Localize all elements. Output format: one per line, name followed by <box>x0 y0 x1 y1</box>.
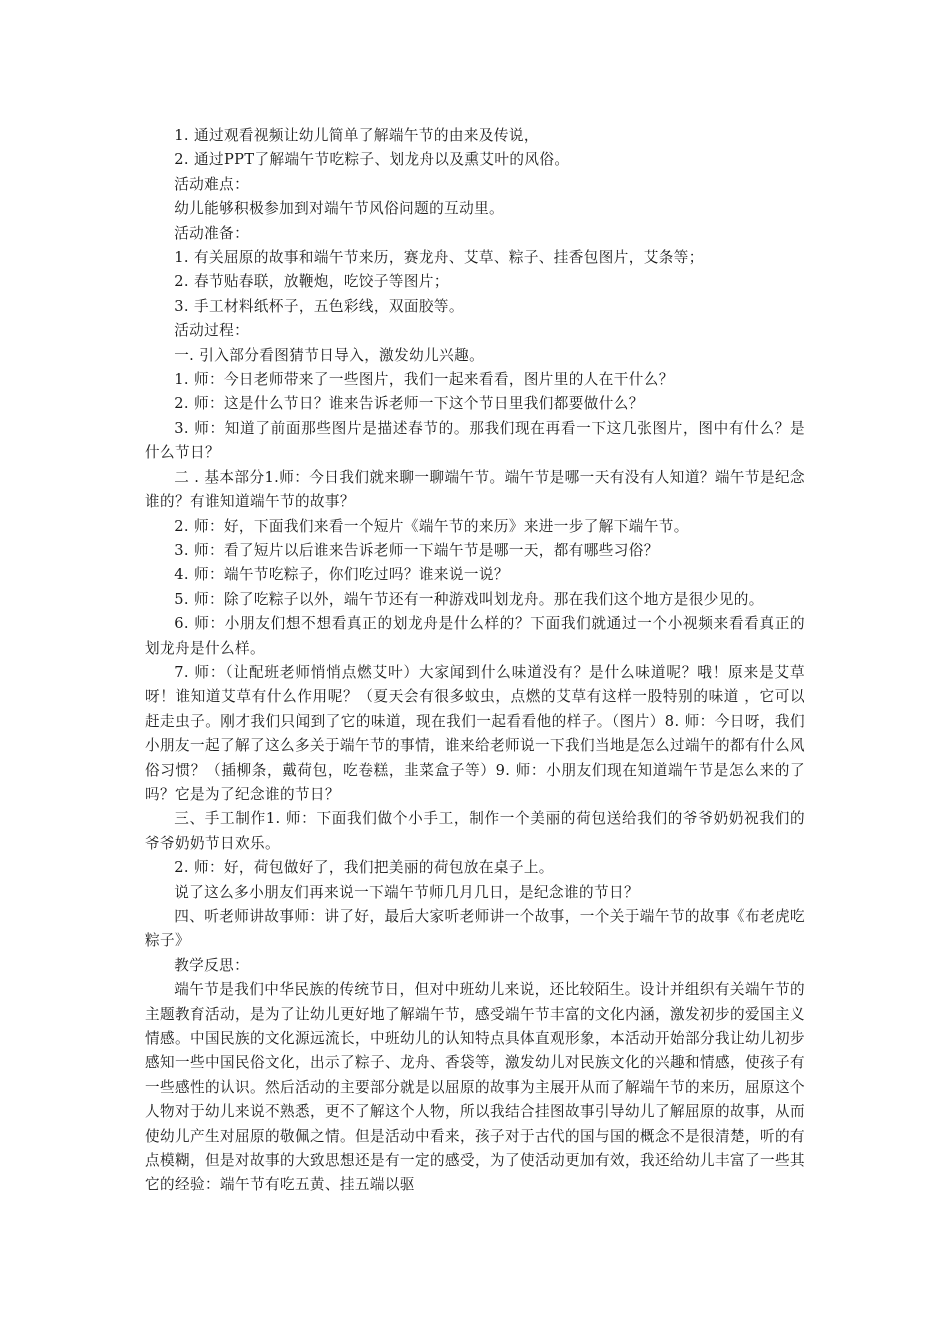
section-heading: 活动过程： <box>174 322 250 340</box>
text-paragraph: 5. 师：除了吃粽子以外，端午节还有一种游戏叫划龙舟。那在我们这个地方是很少见的。 <box>174 590 764 608</box>
text-paragraph: 4. 师：端午节吃粽子，你们吃过吗？谁来说一说？ <box>174 566 509 584</box>
text-paragraph: 1. 通过观看视频让幼儿简单了解端午节的由来及传说， <box>174 127 539 144</box>
text-paragraph: 2. 师：这是什么节日？谁来告诉老师一下这个节日里我们都要做什么？ <box>174 395 644 413</box>
text-paragraph: 说了这么多小朋友们再来说一下端午节师几月几日，是纪念谁的节日？ <box>174 883 639 901</box>
text-paragraph: 四、听老师讲故事师：讲了好，最后大家听老师讲一个故事，一个关于端午节的故事《布老虎吃粽子》 <box>145 908 805 950</box>
text-paragraph: 2. 通过PPT了解端午节吃粽子、划龙舟以及熏艾叶的风俗。 <box>174 151 570 169</box>
text-paragraph: 7. 师：（让配班老师悄悄点燃艾叶）大家闻到什么味道没有？是什么味道呢？哦！原来是艾草呀！谁知道艾草有什么作用呢？（夏天会有很多蚊虫，点燃的艾草有这样一股特别的味道 ，它可以赶走虫子。刚才我们只闻到了它的味道，现在我们一起看看他的样子。（图片）8. 师：今日呀，我们小朋友一起了解了这么多关于端午节的事情，谁来给老师说一下我们当地是怎么过端午的都有什么风俗习惯？（插柳条，戴荷包，吃卷糕，韭菜盒子等）9. 师：小朋友们现在知道端午节是怎么来的了吗？它是为了纪念谁的节日？ <box>145 663 805 803</box>
section-heading: 教学反思： <box>174 956 250 974</box>
text-paragraph: 1. 师：今日老师带来了一些图片，我们一起来看看，图片里的人在干什么？ <box>174 371 674 389</box>
text-paragraph: 三、手工制作1. 师：下面我们做个小手工，制作一个美丽的荷包送给我们的爷爷奶奶祝我们的爷爷奶奶节日欢乐。 <box>145 810 805 852</box>
text-paragraph: 3. 师：看了短片以后谁来告诉老师一下端午节是哪一天，都有哪些习俗？ <box>174 541 659 559</box>
text-paragraph: 2. 师：好，荷包做好了，我们把美丽的荷包放在桌子上。 <box>174 859 554 877</box>
text-paragraph: 3. 手工材料纸杯子，五色彩线，双面胶等。 <box>174 297 464 315</box>
text-paragraph: 二 . 基本部分1.师：今日我们就来聊一聊端午节。端午节是哪一天有没有人知道？端午节是纪念谁的？有谁知道端午节的故事？ <box>145 468 805 511</box>
text-paragraph: 2. 师：好，下面我们来看一个短片《端午节的来历》来进一步了解下端午节。 <box>174 517 689 535</box>
document-body <box>145 124 805 1198</box>
text-paragraph: 1. 有关屈原的故事和端午节来历，赛龙舟、艾草、粽子、挂香包图片，艾条等； <box>174 249 704 267</box>
section-heading: 活动准备： <box>174 224 250 242</box>
text-paragraph: 6. 师：小朋友们想不想看真正的划龙舟是什么样的？下面我们就通过一个小视频来看看真正的划龙舟是什么样。 <box>145 615 805 657</box>
text-paragraph: 2. 春节贴春联，放鞭炮，吃饺子等图片； <box>174 273 449 291</box>
section-heading: 活动难点： <box>174 175 250 193</box>
text-paragraph: 幼儿能够积极参加到对端午节风俗问题的互动里。 <box>174 200 505 218</box>
text-paragraph: 3. 师：知道了前面那些图片是描述春节的。那我们现在再看一下这几张图片，图中有什么？是什么节日？ <box>145 419 805 462</box>
text-paragraph: 端午节是我们中华民族的传统节日，但对中班幼儿来说，还比较陌生。设计并组织有关端午节的主题教育活动，是为了让幼儿更好地了解端午节，感受端午节丰富的文化内涵，激发初步的爱国主义情感。中国民族的文化源远流长，中班幼儿的认知特点具体直观形象，本活动开始部分我让幼儿初步感知一些中国民俗文化，出示了粽子、龙舟、香袋等，激发幼儿对民族文化的兴趣和情感，使孩子有一些感性的认识。然后活动的主要部分就是以屈原的故事为主展开从而了解端午节的来历，屈原这个人物对于幼儿来说不熟悉，更不了解这个人物，所以我结合挂图故事引导幼儿了解屈原的故事，从而使幼儿产生对屈原的敬佩之情。但是活动中看来，孩子对于古代的国与国的概念不是很清楚，听的有点模糊，但是对故事的大致思想还是有一定的感受，为了使活动更加有效，我还给幼儿丰富了一些其它的经验：端午节有吃五黄、挂五端以驱 <box>145 981 805 1194</box>
text-paragraph: 一. 引入部分看图猜节日导入，激发幼儿兴趣。 <box>174 346 485 364</box>
